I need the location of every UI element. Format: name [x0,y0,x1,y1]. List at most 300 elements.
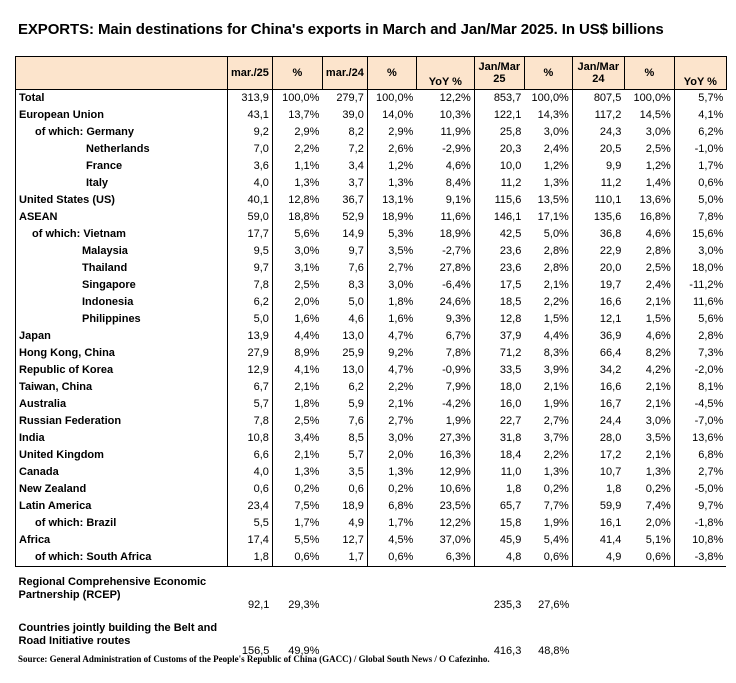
table-cell: 2,5% [624,141,674,158]
table-row [16,260,727,277]
table-cell: 1,9% [524,515,572,532]
table-row [16,192,727,209]
exports-table [15,56,727,659]
table-cell: -2,7% [416,243,474,260]
table-cell: 43,1 [228,107,273,124]
table-cell: 4,6% [624,328,674,345]
table-cell: 2,9% [388,126,414,138]
table-cell: 28,0 [599,432,622,444]
table-cell: 11,6% [692,296,724,308]
table-cell: 52,9 [322,209,367,226]
table-cell: 15,8 [499,517,522,529]
row-label: of which: Vietnam [16,226,228,243]
table-row [16,413,727,430]
table-cell: 36,7 [322,192,367,209]
table-cell: 1,2% [388,160,414,172]
table-cell: 5,0% [524,226,572,243]
table-cell: 12,2% [416,515,474,532]
header-cell-mar25: mar./25 [228,57,273,90]
table-cell: 156,5 [241,645,270,657]
table-cell: 22,7 [499,415,522,427]
table-cell: 11,2 [600,177,622,189]
table-cell: -1,0% [694,143,724,155]
table-cell: 71,2 [499,347,522,359]
table-cell: 2,5% [294,415,320,427]
row-label: Republic of Korea [16,362,228,379]
table-cell: 2,1% [624,294,674,311]
table-cell: 1,3% [524,464,572,481]
table-cell: 2,5% [294,279,320,291]
table-cell: 66,4 [599,347,622,359]
table-cell: 34,2 [599,364,622,376]
table-cell: 0,6 [322,481,367,498]
table-cell: 1,7 [322,549,367,567]
table-cell: 416,3 [493,645,522,657]
table-cell: 2,8% [524,243,572,260]
table-cell: 1,3% [294,466,320,478]
table-cell: 1,7% [388,517,414,529]
row-label: Russian Federation [16,413,228,430]
table-cell: 5,6% [698,313,724,325]
table-cell: 0,2% [524,481,572,498]
table-cell: 9,7 [322,243,367,260]
table-cell: 65,7 [499,500,522,512]
table-cell: -2,0% [694,364,724,376]
table-cell: 1,3% [388,177,414,189]
table-cell: 2,4% [624,277,674,294]
table-cell: 13,0 [322,328,367,345]
table-cell: 17,2 [599,449,622,461]
table-cell: 23,5% [416,498,474,515]
row-label: Thailand [16,260,228,277]
table-row [16,498,727,515]
row-label: Africa [16,532,228,549]
table-cell: 16,7 [599,398,622,410]
table-cell: 7,0 [228,141,273,158]
table-cell: 20,5 [599,143,622,155]
table-cell: 5,9 [322,396,367,413]
table-cell: 23,6 [499,262,522,274]
table-cell: 8,2% [624,345,674,362]
table-cell: 9,9 [606,160,622,172]
table-cell: 8,5 [322,430,367,447]
table-cell: 5,0 [228,311,273,328]
table-cell: 33,5 [499,364,522,376]
row-label: Regional Comprehensive Economic Partnership (RCEP) [18,576,207,601]
row-label: European Union [16,107,228,124]
table-cell: 18,9% [416,226,474,243]
table-cell: 7,7% [524,498,572,515]
table-cell: 13,0 [322,362,367,379]
table-cell: 9,3% [416,311,474,328]
table-cell: 5,1% [624,532,674,549]
table-cell: 2,2% [388,381,414,393]
table-cell: 8,1% [698,381,724,393]
table-cell: 2,7% [388,262,414,274]
table-cell: 0,6% [624,549,674,567]
table-cell: 9,1% [416,192,474,209]
table-cell: 31,8 [499,432,522,444]
table-cell: 27,3% [416,430,474,447]
table-cell: 6,3% [416,549,474,567]
table-cell: 11,0 [500,466,522,478]
table-cell: 4,9 [572,549,624,567]
table-cell: 4,4% [294,330,320,342]
table-row [16,532,727,549]
table-row [16,464,727,481]
table-row [16,277,727,294]
table-cell: 0,2% [388,483,414,495]
table-row [16,362,727,379]
table-cell: 5,0% [698,194,724,206]
table-row [16,90,727,108]
table-cell: 15,6% [692,228,724,240]
table-cell: 100,0% [524,90,572,108]
table-cell: 12,9 [228,362,273,379]
table-cell: 16,6 [599,296,622,308]
table-cell: 27,8% [416,260,474,277]
table-cell: 7,8 [228,413,273,430]
table-cell: 16,1 [599,517,622,529]
row-label: Australia [16,396,228,413]
table-cell: -0,9% [416,362,474,379]
row-label: Japan [16,328,228,345]
table-cell: 16,0 [499,398,522,410]
table-cell: 7,3% [698,347,724,359]
table-cell: 10,7 [599,466,622,478]
table-cell: 2,2% [294,143,320,155]
source-note: Source: General Administration of Customs of the People's Republic of China (GACC) / Global South News / O Cafezinho. [18,654,490,664]
table-cell: 3,0% [624,124,674,141]
table-cell: 48,8% [538,645,570,657]
table-cell: 1,8% [388,296,414,308]
table-cell: 807,5 [593,92,622,104]
table-cell: 1,5% [524,311,572,328]
header-cell-mar24: mar./24 [322,57,367,90]
table-cell: 92,1 [248,599,270,611]
table-cell: 6,8% [698,449,724,461]
header-cell-label [16,57,228,90]
table-cell: 18,9% [382,211,414,223]
table-cell: -4,2% [416,396,474,413]
table-cell: 59,9 [599,500,622,512]
table-cell: 5,5 [228,515,273,532]
table-cell: 1,3% [388,466,414,478]
table-cell: 37,0% [416,532,474,549]
table-cell: 12,9% [416,464,474,481]
table-cell: 9,5 [228,243,273,260]
table-cell: 4,0 [228,464,273,481]
table-cell: 2,1% [294,449,320,461]
table-cell: 4,6 [322,311,367,328]
table-cell: 7,5% [294,500,320,512]
table-cell: 13,5% [524,192,572,209]
table-cell: 122,1 [493,109,522,121]
table-cell: 8,2 [322,124,367,141]
table-cell: 20,0 [599,262,622,274]
table-cell: 12,8% [288,194,320,206]
table-cell: 3,4% [294,432,320,444]
table-cell: 20,3 [499,143,522,155]
table-cell: 8,4% [416,175,474,192]
table-cell: 2,5% [624,260,674,277]
table-cell: 1,3% [294,177,320,189]
table-cell: 13,1% [382,194,414,206]
row-label: of which: South Africa [16,549,228,567]
table-cell: 14,3% [524,107,572,124]
table-cell: 4,6% [416,158,474,175]
table-cell: 14,5% [624,107,674,124]
table-cell: 7,8% [416,345,474,362]
table-cell [572,572,624,613]
table-cell: 0,6 [228,481,273,498]
table-cell: 1,2% [624,158,674,175]
table-row [16,618,727,659]
table-cell: 1,3% [624,464,674,481]
table-cell: 6,7 [228,379,273,396]
table-cell: 18,5 [499,296,522,308]
row-label: United Kingdom [16,447,228,464]
row-label: Indonesia [16,294,228,311]
table-cell: 3,0% [624,413,674,430]
table-cell: 11,6% [416,209,474,226]
table-cell: 0,6% [272,549,322,567]
table-cell [416,618,474,659]
table-cell: 12,1 [599,313,622,325]
table-cell [624,572,674,613]
table-cell: -6,4% [416,277,474,294]
table-cell: 2,1% [294,381,320,393]
table-cell: 14,0% [382,109,414,121]
table-cell: 279,7 [322,90,367,108]
table-cell: 6,7% [416,328,474,345]
table-cell: 1,7% [698,160,724,172]
table-cell [322,618,367,659]
row-label: Malaysia [16,243,228,260]
table-cell: 8,9% [294,347,320,359]
table-cell [674,572,726,613]
table-cell: -3,8% [674,549,726,567]
table-cell: 3,6 [228,158,273,175]
table-cell: 39,0 [322,107,367,124]
header-cell-janmar24: Jan/Mar 24 [572,57,624,90]
table-cell [624,618,674,659]
table-cell: 24,6% [416,294,474,311]
table-row [16,396,727,413]
table-row [16,141,727,158]
table-cell: 115,6 [494,194,522,206]
table-cell: 4,4% [524,328,572,345]
row-label: of which: Germany [16,124,228,141]
table-row [16,447,727,464]
table-cell: 37,9 [499,330,522,342]
table-cell: 6,2 [228,294,273,311]
table-cell [674,618,726,659]
table-cell: 14,9 [322,226,367,243]
row-label: India [16,430,228,447]
table-cell: 9,2 [228,124,273,141]
row-label: Hong Kong, China [16,345,228,362]
table-cell: -2,9% [416,141,474,158]
table-cell: 16,8% [624,209,674,226]
table-cell: 4,0 [228,175,273,192]
table-cell: 6,8% [388,500,414,512]
table-cell: 2,8% [698,330,724,342]
header-cell-pct: % [624,57,674,90]
table-cell: 1,7% [294,517,320,529]
header-cell-pct: % [524,57,572,90]
table-cell: 36,9 [599,330,622,342]
table-cell: 24,4 [599,415,622,427]
table-cell: 3,0% [388,279,414,291]
table-cell: 7,6 [322,260,367,277]
table-cell: 3,1% [294,262,320,274]
table-cell: 7,8 [228,277,273,294]
table-cell: 1,6% [294,313,320,325]
table-cell: 17,4 [228,532,273,549]
table-cell: 16,3% [416,447,474,464]
table-cell: 17,5 [499,279,522,291]
table-cell: 9,7 [228,260,273,277]
header-cell-yoy: YoY % [416,57,474,90]
table-cell: 100,0% [376,92,414,104]
table-cell: 2,2% [524,294,572,311]
table-cell: 1,8 [606,483,622,495]
table-cell [367,618,416,659]
table-cell: 10,3% [416,107,474,124]
row-label: Countries jointly building the Belt and Road Initiative routes [18,622,218,647]
row-label: Singapore [16,277,228,294]
table-cell: 235,3 [493,599,522,611]
table-cell: 16,6 [599,381,622,393]
table-cell: 1,2% [524,158,572,175]
table-cell: 2,6% [388,143,414,155]
table-cell: 2,1% [624,396,674,413]
table-row [16,311,727,328]
table-cell: 2,2% [524,447,572,464]
table-cell: 3,7 [322,175,367,192]
table-cell: 135,6 [593,211,622,223]
table-cell: 18,4 [499,449,522,461]
table-cell: 2,1% [524,277,572,294]
table-cell: 100,0% [624,90,674,108]
table-cell: 11,9% [416,124,474,141]
table-cell [416,572,474,613]
table-cell: 1,3% [524,175,572,192]
table-cell: 10,8% [692,534,724,546]
table-cell: 2,8% [624,243,674,260]
table-row [16,175,727,192]
table-cell: 27,6% [538,599,570,611]
table-cell: 41,4 [599,534,622,546]
table-cell: 5,3% [388,228,414,240]
header-cell-yoy: YoY % [674,57,726,90]
table-cell: 1,8% [294,398,320,410]
table-cell: 6,2 [322,379,367,396]
table-cell: 17,7 [228,226,273,243]
table-cell: 7,9% [416,379,474,396]
table-cell: 0,6% [524,549,572,567]
table-cell: 0,2% [294,483,320,495]
table-cell: 100,0% [282,92,320,104]
table-cell: 10,0 [499,160,522,172]
table-cell: 853,7 [493,92,522,104]
table-cell: 3,5% [624,430,674,447]
table-cell: -4,5% [694,398,724,410]
table-cell: 5,7 [228,396,273,413]
table-cell: -11,2% [689,279,724,291]
table-cell: 2,1% [388,398,414,410]
table-cell: 0,2% [624,481,674,498]
table-cell: 2,7% [698,466,724,478]
table-row [16,572,727,613]
table-cell: 2,0% [388,449,414,461]
table-cell: 1,8 [506,483,522,495]
table-cell: 1,8 [228,549,273,567]
header-cell-janmar25: Jan/Mar 25 [474,57,524,90]
table-cell: 12,7 [322,532,367,549]
table-cell: 36,8 [599,228,622,240]
table-cell: 7,4% [624,498,674,515]
table-row [16,430,727,447]
table-cell: 9,7% [698,500,724,512]
table-cell: 18,0 [499,381,522,393]
table-cell: 10,8 [228,430,273,447]
table-cell [367,572,416,613]
table-cell: 18,9 [322,498,367,515]
table-cell: 2,1% [524,379,572,396]
table-cell: 7,2 [322,141,367,158]
table-cell: 0,6% [367,549,416,567]
table-cell: 2,7% [388,415,414,427]
table-cell: 17,1% [524,209,572,226]
header-cell-pct: % [272,57,322,90]
table-cell: 5,4% [524,532,572,549]
table-cell: 3,7% [524,430,572,447]
table-cell: 2,7% [524,413,572,430]
row-label: Canada [16,464,228,481]
table-cell [322,572,367,613]
table-cell: 2,4% [524,141,572,158]
table-cell: 7,8% [698,211,724,223]
table-row [16,345,727,362]
row-label: Italy [16,175,228,192]
table-cell: 18,0% [692,262,724,274]
table-cell: 2,1% [624,379,674,396]
table-cell: 4,6% [624,226,674,243]
table-cell: 6,2% [698,126,724,138]
table-cell: 5,0 [322,294,367,311]
table-cell: 4,7% [388,330,414,342]
table-cell: 4,8 [474,549,524,567]
page-title: EXPORTS: Main destinations for China's exports in March and Jan/Mar 2025. In US$ billions [18,21,664,38]
table-cell: 5,6% [294,228,320,240]
table-cell: 13,6% [624,192,674,209]
row-label: Taiwan, China [16,379,228,396]
header-cell-pct: % [367,57,416,90]
row-label: of which: Brazil [16,515,228,532]
table-cell: 5,5% [294,534,320,546]
table-cell: 3,0% [524,124,572,141]
table-cell: 3,0% [698,245,724,257]
table-cell: 3,4 [322,158,367,175]
table-cell: 1,6% [388,313,414,325]
table-cell: 3,0% [388,432,414,444]
table-cell: 2,0% [624,515,674,532]
table-row [16,328,727,345]
table-row [16,294,727,311]
table-cell: 9,2% [388,347,414,359]
